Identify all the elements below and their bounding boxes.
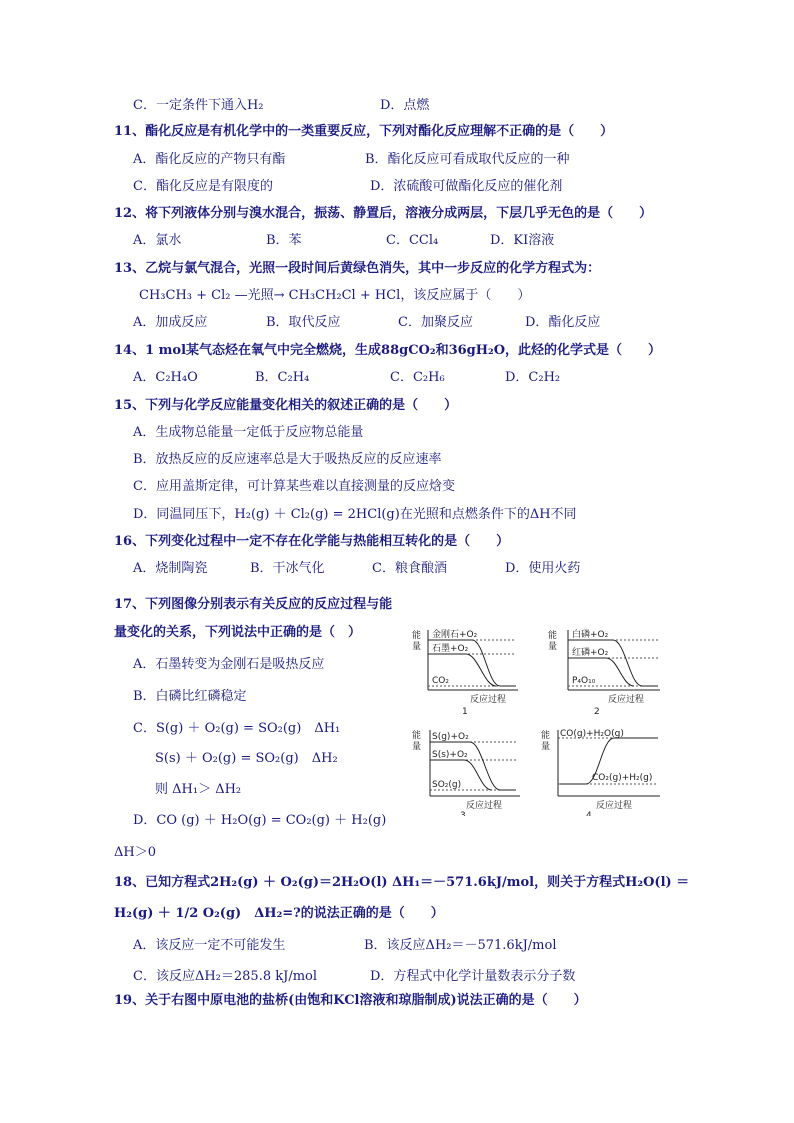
option-line: C．该反应ΔH₂＝285.8 kJ/mol xyxy=(133,969,318,984)
diagram-panel-1 xyxy=(412,628,518,717)
option-line: A．氯水 xyxy=(133,233,182,248)
p1-energy-1: 能 xyxy=(412,631,422,641)
energy-diagrams xyxy=(408,626,664,816)
option-line: B．干冰气化 xyxy=(250,561,325,576)
option-line: C．酯化反应是有限度的 xyxy=(133,179,273,194)
p1-number: 1 xyxy=(462,707,468,717)
option-line: B．C₂H₄ xyxy=(255,370,310,385)
p2-process-label: 反应过程 xyxy=(608,695,645,705)
option-line: A．C₂H₄O xyxy=(133,370,198,385)
option-line: C．加聚反应 xyxy=(398,315,473,330)
question-stem: 15、下列与化学反应能量变化相关的叙述正确的是（ ） xyxy=(114,398,458,413)
option-line: 则 ΔH₁＞ ΔH₂ xyxy=(155,782,242,797)
p1-bottom-label: CO₂ xyxy=(432,676,449,686)
p4-energy-1: 能 xyxy=(541,731,551,741)
option-line: D．CO (g) ＋ H₂O(g) = CO₂(g) ＋ H₂(g) xyxy=(133,813,387,828)
diagram-panel-4 xyxy=(541,729,660,816)
p3-energy-2: 量 xyxy=(412,742,422,752)
question-stem: H₂(g) ＋ 1/2 O₂(g) ΔH₂=?的说法正确的是（ ） xyxy=(114,906,444,921)
p3-process-label: 反应过程 xyxy=(466,801,503,811)
p1-mid-label: 石墨+O₂ xyxy=(432,644,469,654)
p3-number: 3 xyxy=(460,811,466,816)
option-line: D．浓硫酸可做酯化反应的催化剂 xyxy=(370,179,563,194)
diagram-panel-3 xyxy=(412,729,520,816)
p4-bottom-label: CO₂(g)+H₂(g) xyxy=(592,773,653,783)
p3-mid-label: S(s)+O₂ xyxy=(432,750,468,760)
p3-energy-1: 能 xyxy=(412,731,422,741)
option-line: D．酯化反应 xyxy=(525,315,601,330)
option-line: D．同温同压下，H₂(g) ＋ Cl₂(g) = 2HCl(g)在光照和点燃条件下的ΔH不同 xyxy=(133,507,577,522)
p4-energy-2: 量 xyxy=(541,742,551,752)
option-line: A．酯化反应的产物只有酯 xyxy=(133,152,286,167)
option-line: A．加成反应 xyxy=(133,315,208,330)
question-stem: 18、已知方程式2H₂(g) ＋ O₂(g)＝2H₂O(l) ΔH₁＝－571.6kJ/mol，则关于方程式H₂O(l) ＝ xyxy=(114,875,690,890)
option-line: CH₃CH₃ + Cl₂ —光照→ CH₃CH₂Cl + HCl，该反应属于（ ） xyxy=(139,288,531,303)
option-line: B．酯化反应可看成取代反应的一种 xyxy=(365,152,570,167)
option-line: ΔH＞0 xyxy=(114,845,156,860)
diagram-panel-2 xyxy=(548,628,660,717)
option-line: B．白磷比红磷稳定 xyxy=(133,689,247,704)
p4-number: 4 xyxy=(586,811,592,816)
question-stem: 19、关于右图中原电池的盐桥(由饱和KCl溶液和琼脂制成)说法正确的是（ ） xyxy=(114,993,587,1008)
option-line: A．石墨转变为金刚石是吸热反应 xyxy=(133,657,325,672)
p1-top-label: 金刚石+O₂ xyxy=(432,630,478,640)
option-line: D．KI溶液 xyxy=(490,233,555,248)
option-line: C．CCl₄ xyxy=(386,233,439,248)
p2-top-label: 白磷+O₂ xyxy=(572,630,609,640)
option-line: D．方程式中化学计量数表示分子数 xyxy=(370,969,576,984)
option-line: C．S(g) ＋ O₂(g) = SO₂(g) ΔH₁ xyxy=(133,721,341,736)
option-line: B．该反应ΔH₂＝－571.6kJ/mol xyxy=(364,938,557,953)
option-line: A．该反应一定不可能发生 xyxy=(133,938,286,953)
option-line: A．烧制陶瓷 xyxy=(133,561,208,576)
p4-top-label: CO(g)+H₂O(g) xyxy=(560,729,624,739)
option-line: D．使用火药 xyxy=(505,561,581,576)
question-stem: 12、将下列液体分别与溴水混合，振荡、静置后，溶液分成两层，下层几乎无色的是（ ） xyxy=(114,206,653,221)
option-line: C．C₂H₆ xyxy=(390,370,445,385)
p1-energy-2: 量 xyxy=(412,642,422,652)
option-line: B．苯 xyxy=(266,233,302,248)
p4-process-label: 反应过程 xyxy=(596,801,633,811)
p2-number: 2 xyxy=(594,707,600,717)
option-line: D．点燃 xyxy=(380,98,430,113)
option-line: S(s) ＋ O₂(g) = SO₂(g) ΔH₂ xyxy=(155,751,338,766)
option-line: D．C₂H₂ xyxy=(505,370,561,385)
p3-bottom-label: SO₂(g) xyxy=(432,780,462,790)
option-line: B．取代反应 xyxy=(266,315,341,330)
energy-diagrams-svg xyxy=(408,626,664,816)
p3-top-label: S(g)+O₂ xyxy=(432,732,469,742)
option-line: B．放热反应的反应速率总是大于吸热反应的反应速率 xyxy=(133,452,442,467)
option-line: C．应用盖斯定律，可计算某些难以直接测量的反应焓变 xyxy=(133,479,455,494)
question-stem: 11、酯化反应是有机化学中的一类重要反应，下列对酯化反应理解不正确的是（ ） xyxy=(114,124,614,139)
question-stem: 16、下列变化过程中一定不存在化学能与热能相互转化的是（ ） xyxy=(114,534,510,549)
question-stem: 17、下列图像分别表示有关反应的反应过程与能 xyxy=(114,597,393,612)
p2-mid-label: 红磷+O₂ xyxy=(572,648,609,658)
option-line: A．生成物总能量一定低于反应物总能量 xyxy=(133,425,364,440)
question-stem: 14、1 mol某气态烃在氧气中完全燃烧，生成88gCO₂和36gH₂O，此烃的化学式是（ ） xyxy=(114,343,662,358)
p1-process-label: 反应过程 xyxy=(470,695,507,705)
option-line: C．粮食酿酒 xyxy=(372,561,447,576)
question-stem: 量变化的关系，下列说法中正确的是（ ） xyxy=(114,625,362,640)
question-stem: 13、乙烷与氯气混合，光照一段时间后黄绿色消失，其中一步反应的化学方程式为： xyxy=(114,261,601,276)
p2-bottom-label: P₄O₁₀ xyxy=(572,676,596,686)
p2-energy-1: 能 xyxy=(548,631,558,641)
option-line: C．一定条件下通入H₂ xyxy=(133,98,264,113)
p2-energy-2: 量 xyxy=(548,642,558,652)
